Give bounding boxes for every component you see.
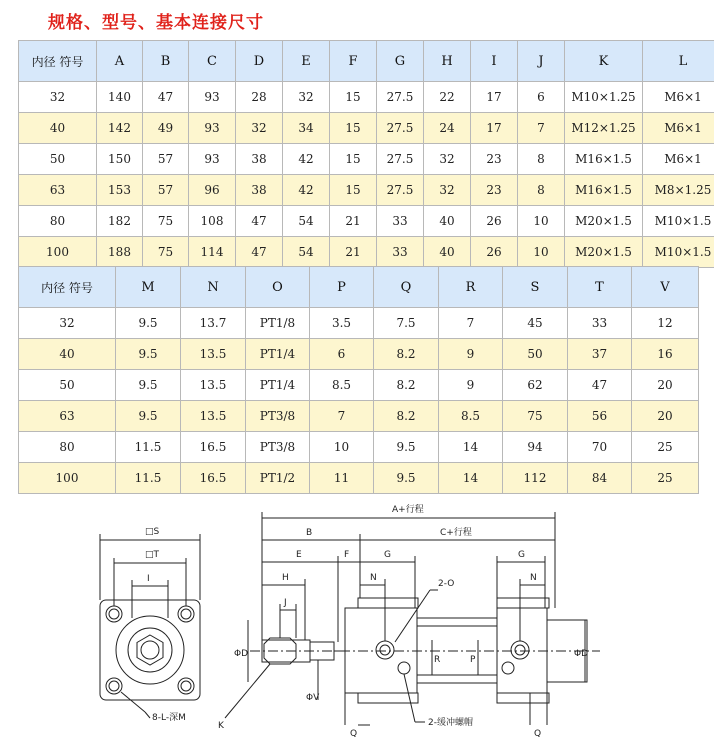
table-cell: 94	[503, 432, 568, 463]
table-cell: 40	[19, 339, 116, 370]
table-cell: 37	[568, 339, 632, 370]
table-cell: 20	[632, 401, 699, 432]
table-cell: 8.5	[310, 370, 374, 401]
table-cell: 84	[568, 463, 632, 494]
table-cell: 8.2	[374, 370, 439, 401]
table-cell: 8.2	[374, 339, 439, 370]
table-cell: 25	[632, 432, 699, 463]
table-cell: 93	[189, 113, 236, 144]
column-header: M	[116, 267, 181, 308]
table-cell: M8×1.25	[643, 175, 714, 206]
table-row	[19, 237, 714, 268]
table-cell: 6	[518, 82, 565, 113]
table-cell: 32	[19, 82, 97, 113]
table-cell: M6×1	[643, 113, 714, 144]
table-cell: 47	[568, 370, 632, 401]
table-cell: 26	[471, 237, 518, 268]
table-cell: 188	[97, 237, 143, 268]
table-cell: M20×1.5	[565, 206, 643, 237]
table-cell: 7	[310, 401, 374, 432]
table-cell: 42	[283, 175, 330, 206]
table-cell: 9	[439, 370, 503, 401]
column-header: G	[377, 41, 424, 82]
column-header: R	[439, 267, 503, 308]
dim-label-k: K	[218, 721, 224, 731]
table-cell: 27.5	[377, 144, 424, 175]
table-cell: 17	[471, 113, 518, 144]
table-cell: M16×1.5	[565, 175, 643, 206]
table-cell: 38	[236, 144, 283, 175]
table-cell: 10	[518, 237, 565, 268]
dim-label-c: C+行程	[440, 528, 472, 538]
table-cell: 49	[143, 113, 189, 144]
dim-label-s: □S	[145, 527, 160, 537]
table-cell: 22	[424, 82, 471, 113]
table-cell: 8	[518, 175, 565, 206]
table-cell: 7	[439, 308, 503, 339]
column-header: N	[181, 267, 246, 308]
table-cell: 16.5	[181, 432, 246, 463]
table-cell: 93	[189, 82, 236, 113]
end-view	[100, 534, 200, 718]
table-cell: PT3/8	[246, 432, 310, 463]
table-cell: 23	[471, 144, 518, 175]
table-cell: 100	[19, 237, 97, 268]
table-cell: 54	[283, 237, 330, 268]
table-cell: 34	[283, 113, 330, 144]
table-cell: 33	[377, 237, 424, 268]
table-cell: 20	[632, 370, 699, 401]
table-cell: 70	[568, 432, 632, 463]
table-cell: 9.5	[116, 339, 181, 370]
table-cell: M16×1.5	[565, 144, 643, 175]
table-cell: 15	[330, 175, 377, 206]
table-cell: 17	[471, 82, 518, 113]
column-header: B	[143, 41, 189, 82]
column-header: Q	[374, 267, 439, 308]
table-cell: 9.5	[374, 463, 439, 494]
column-header: E	[283, 41, 330, 82]
table-cell: 142	[97, 113, 143, 144]
dim-label-g-1: G	[384, 550, 391, 560]
table-cell: 50	[19, 370, 116, 401]
table-cell: 13.5	[181, 401, 246, 432]
column-header: A	[97, 41, 143, 82]
table-cell: 7	[518, 113, 565, 144]
table-row	[19, 206, 714, 237]
dim-label-g-2: G	[518, 550, 525, 560]
spec-table-1	[18, 40, 714, 268]
table-cell: 182	[97, 206, 143, 237]
table-row	[19, 144, 714, 175]
table-cell: 112	[503, 463, 568, 494]
column-header: 内径 符号	[19, 267, 116, 308]
dim-label-v: ΦV	[306, 693, 320, 703]
column-header: V	[632, 267, 699, 308]
table-cell: 11.5	[116, 463, 181, 494]
table-cell: 33	[568, 308, 632, 339]
table-cell: M10×1.5	[643, 206, 714, 237]
table-row	[19, 339, 699, 370]
table-cell: 25	[632, 463, 699, 494]
dim-label-o: 2-O	[438, 579, 455, 589]
table-cell: 42	[283, 144, 330, 175]
column-header: C	[189, 41, 236, 82]
table-cell: 13.7	[181, 308, 246, 339]
table-cell: 75	[503, 401, 568, 432]
table-cell: 32	[283, 82, 330, 113]
table-cell: 75	[143, 237, 189, 268]
spec-table-2	[18, 266, 699, 494]
table-cell: 50	[19, 144, 97, 175]
dim-label-n-2: N	[530, 573, 537, 583]
column-header: L	[643, 41, 714, 82]
table-cell: 32	[424, 175, 471, 206]
table-cell: 54	[283, 206, 330, 237]
table-cell: 32	[236, 113, 283, 144]
column-header: O	[246, 267, 310, 308]
table-cell: 24	[424, 113, 471, 144]
table-cell: 10	[310, 432, 374, 463]
table-cell: M6×1	[643, 82, 714, 113]
table-cell: 140	[97, 82, 143, 113]
table-cell: PT1/8	[246, 308, 310, 339]
table-row	[19, 370, 699, 401]
table-cell: 63	[19, 401, 116, 432]
table-cell: 15	[330, 82, 377, 113]
dim-label-q-1: Q	[350, 729, 358, 739]
table-cell: 33	[377, 206, 424, 237]
table-cell: 57	[143, 175, 189, 206]
table-cell: 75	[143, 206, 189, 237]
table-cell: 40	[424, 206, 471, 237]
table-cell: M12×1.25	[565, 113, 643, 144]
cylinder-drawing	[0, 490, 714, 745]
table-cell: 23	[471, 175, 518, 206]
table-cell: 10	[518, 206, 565, 237]
table-cell: 45	[503, 308, 568, 339]
table-header-row	[19, 41, 714, 82]
column-header: F	[330, 41, 377, 82]
table-cell: 3.5	[310, 308, 374, 339]
table-cell: 12	[632, 308, 699, 339]
table-cell: 100	[19, 463, 116, 494]
table-cell: PT1/4	[246, 370, 310, 401]
table-cell: 114	[189, 237, 236, 268]
table-cell: 13.5	[181, 370, 246, 401]
table-cell: 32	[424, 144, 471, 175]
table-header-row	[19, 267, 699, 308]
table-cell: 15	[330, 113, 377, 144]
table-cell: 62	[503, 370, 568, 401]
table-cell: 27.5	[377, 113, 424, 144]
column-header: K	[565, 41, 643, 82]
table-cell: 6	[310, 339, 374, 370]
table-cell: 63	[19, 175, 97, 206]
table-row	[19, 308, 699, 339]
dim-label-j: J	[284, 598, 287, 608]
column-header: P	[310, 267, 374, 308]
table-cell: 57	[143, 144, 189, 175]
dim-label-q-2: Q	[534, 729, 542, 739]
table-cell: 9.5	[116, 370, 181, 401]
table-cell: 93	[189, 144, 236, 175]
dim-label-d: ΦD	[234, 649, 249, 659]
table-cell: 9.5	[116, 308, 181, 339]
dim-label-e: E	[296, 550, 302, 560]
table-cell: PT1/4	[246, 339, 310, 370]
table-cell: 26	[471, 206, 518, 237]
table-cell: 32	[19, 308, 116, 339]
dim-label-b: B	[306, 528, 313, 538]
table-cell: 7.5	[374, 308, 439, 339]
table-cell: 9	[439, 339, 503, 370]
table-cell: 80	[19, 432, 116, 463]
table-cell: 56	[568, 401, 632, 432]
column-header: H	[424, 41, 471, 82]
table-cell: 108	[189, 206, 236, 237]
table-cell: 15	[330, 144, 377, 175]
table-cell: 11.5	[116, 432, 181, 463]
table-cell: 80	[19, 206, 97, 237]
table-cell: 8	[518, 144, 565, 175]
table-row	[19, 401, 699, 432]
table-cell: M10×1.5	[643, 237, 714, 268]
table-cell: M20×1.5	[565, 237, 643, 268]
front-view	[225, 512, 600, 725]
column-header: I	[471, 41, 518, 82]
table-cell: 13.5	[181, 339, 246, 370]
dim-label-r: R	[434, 655, 441, 665]
table-cell: 16.5	[181, 463, 246, 494]
table-cell: 9.5	[116, 401, 181, 432]
table-cell: 8.2	[374, 401, 439, 432]
dim-label-p: P	[470, 655, 476, 665]
table-row	[19, 175, 714, 206]
column-header: D	[236, 41, 283, 82]
table-row	[19, 463, 699, 494]
dim-label-n-1: N	[370, 573, 377, 583]
table-cell: 21	[330, 237, 377, 268]
table-cell: 14	[439, 463, 503, 494]
table-cell: 40	[424, 237, 471, 268]
table-cell: 47	[236, 206, 283, 237]
table-cell: M10×1.25	[565, 82, 643, 113]
table-cell: 150	[97, 144, 143, 175]
table-cell: 8.5	[439, 401, 503, 432]
table-cell: 47	[143, 82, 189, 113]
page-title: 规格、型号、基本连接尺寸	[48, 13, 264, 33]
column-header: 内径 符号	[19, 41, 97, 82]
table-cell: 14	[439, 432, 503, 463]
dim-label-m: 8-L-深M	[152, 713, 186, 723]
dim-label-i: I	[147, 574, 150, 584]
column-header: J	[518, 41, 565, 82]
table-cell: 28	[236, 82, 283, 113]
dim-label-h: H	[282, 573, 289, 583]
table-cell: 50	[503, 339, 568, 370]
table-row	[19, 82, 714, 113]
table-cell: 9.5	[374, 432, 439, 463]
dim-label-a: A+行程	[392, 505, 424, 515]
dim-label-d-right: ΦD	[574, 649, 589, 659]
table-cell: 96	[189, 175, 236, 206]
table-row	[19, 432, 699, 463]
table-cell: 40	[19, 113, 97, 144]
dim-label-t: □T	[145, 550, 160, 560]
table-cell: M6×1	[643, 144, 714, 175]
table-cell: 11	[310, 463, 374, 494]
table-cell: 16	[632, 339, 699, 370]
table-cell: 21	[330, 206, 377, 237]
column-header: S	[503, 267, 568, 308]
table-cell: 47	[236, 237, 283, 268]
table-cell: PT1/2	[246, 463, 310, 494]
table-cell: 27.5	[377, 82, 424, 113]
dim-label-f: F	[344, 550, 350, 560]
dim-label-cushion-nut: 2-缓冲螺帽	[428, 718, 473, 728]
table-cell: 153	[97, 175, 143, 206]
table-cell: 27.5	[377, 175, 424, 206]
table-cell: PT3/8	[246, 401, 310, 432]
table-cell: 38	[236, 175, 283, 206]
table-row	[19, 113, 714, 144]
column-header: T	[568, 267, 632, 308]
